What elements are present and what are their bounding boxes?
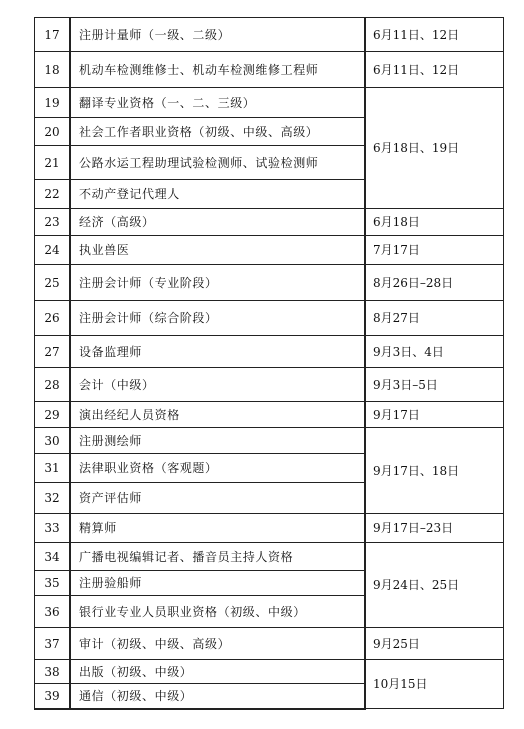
exam-name: 精算师 [70, 514, 365, 543]
row-number: 37 [35, 628, 71, 660]
exam-name: 执业兽医 [70, 236, 365, 265]
row-number: 34 [35, 543, 71, 571]
row-number: 31 [35, 454, 71, 483]
exam-date: 9月25日 [365, 628, 504, 660]
exam-name: 注册计量师（一级、二级） [70, 18, 365, 52]
exam-name: 通信（初级、中级） [70, 684, 365, 709]
table-row [35, 368, 504, 402]
exam-date: 8月26日–28日 [365, 265, 504, 301]
row-number: 38 [35, 660, 71, 684]
exam-name: 翻译专业资格（一、二、三级） [70, 88, 365, 118]
exam-name: 注册会计师（专业阶段） [70, 265, 365, 301]
row-number: 30 [35, 428, 71, 454]
exam-name: 会计（中级） [70, 368, 365, 402]
exam-name: 机动车检测维修士、机动车检测维修工程师 [70, 52, 365, 88]
table-row [35, 428, 504, 454]
exam-date: 9月3日、4日 [365, 336, 504, 368]
row-number: 22 [35, 180, 71, 209]
exam-name: 注册会计师（综合阶段） [70, 301, 365, 336]
row-number: 35 [35, 571, 71, 596]
row-number: 21 [35, 146, 71, 180]
exam-date: 6月11日、12日 [365, 52, 504, 88]
table-row [35, 88, 504, 118]
row-number: 33 [35, 514, 71, 543]
table-row [35, 265, 504, 301]
row-number: 17 [35, 18, 71, 52]
exam-date: 8月27日 [365, 301, 504, 336]
exam-date: 9月17日、18日 [365, 428, 504, 514]
table-row [35, 52, 504, 88]
row-number: 23 [35, 209, 71, 236]
exam-name: 经济（高级） [70, 209, 365, 236]
row-number: 39 [35, 684, 71, 709]
exam-name: 公路水运工程助理试验检测师、试验检测师 [70, 146, 365, 180]
exam-name: 演出经纪人员资格 [70, 402, 365, 428]
exam-date: 7月17日 [365, 236, 504, 265]
exam-date: 6月18日 [365, 209, 504, 236]
table-row [35, 236, 504, 265]
row-number: 27 [35, 336, 71, 368]
table-row [35, 660, 504, 684]
exam-date: 9月17日–23日 [365, 514, 504, 543]
table-row [35, 628, 504, 660]
exam-name: 注册测绘师 [70, 428, 365, 454]
table-row [35, 543, 504, 571]
row-number: 24 [35, 236, 71, 265]
exam-date: 9月24日、25日 [365, 543, 504, 628]
row-number: 18 [35, 52, 71, 88]
exam-name: 设备监理师 [70, 336, 365, 368]
row-number: 26 [35, 301, 71, 336]
row-number: 19 [35, 88, 71, 118]
exam-name: 资产评估师 [70, 483, 365, 514]
row-number: 36 [35, 596, 71, 628]
exam-name: 社会工作者职业资格（初级、中级、高级） [70, 118, 365, 146]
exam-date: 9月17日 [365, 402, 504, 428]
table-row [35, 301, 504, 336]
exam-name: 法律职业资格（客观题） [70, 454, 365, 483]
exam-schedule-table [34, 17, 504, 710]
exam-date: 9月3日–5日 [365, 368, 504, 402]
exam-date: 6月11日、12日 [365, 18, 504, 52]
table-row [35, 209, 504, 236]
table-row [35, 18, 504, 52]
row-number: 28 [35, 368, 71, 402]
exam-date: 10月15日 [365, 660, 504, 709]
exam-name: 银行业专业人员职业资格（初级、中级） [70, 596, 365, 628]
table-row [35, 514, 504, 543]
table-row [35, 336, 504, 368]
exam-name: 不动产登记代理人 [70, 180, 365, 209]
row-number: 29 [35, 402, 71, 428]
exam-date: 6月18日、19日 [365, 88, 504, 209]
row-number: 20 [35, 118, 71, 146]
exam-name: 审计（初级、中级、高级） [70, 628, 365, 660]
exam-name: 出版（初级、中级） [70, 660, 365, 684]
row-number: 25 [35, 265, 71, 301]
exam-name: 广播电视编辑记者、播音员主持人资格 [70, 543, 365, 571]
table-row [35, 402, 504, 428]
row-number: 32 [35, 483, 71, 514]
exam-name: 注册验船师 [70, 571, 365, 596]
